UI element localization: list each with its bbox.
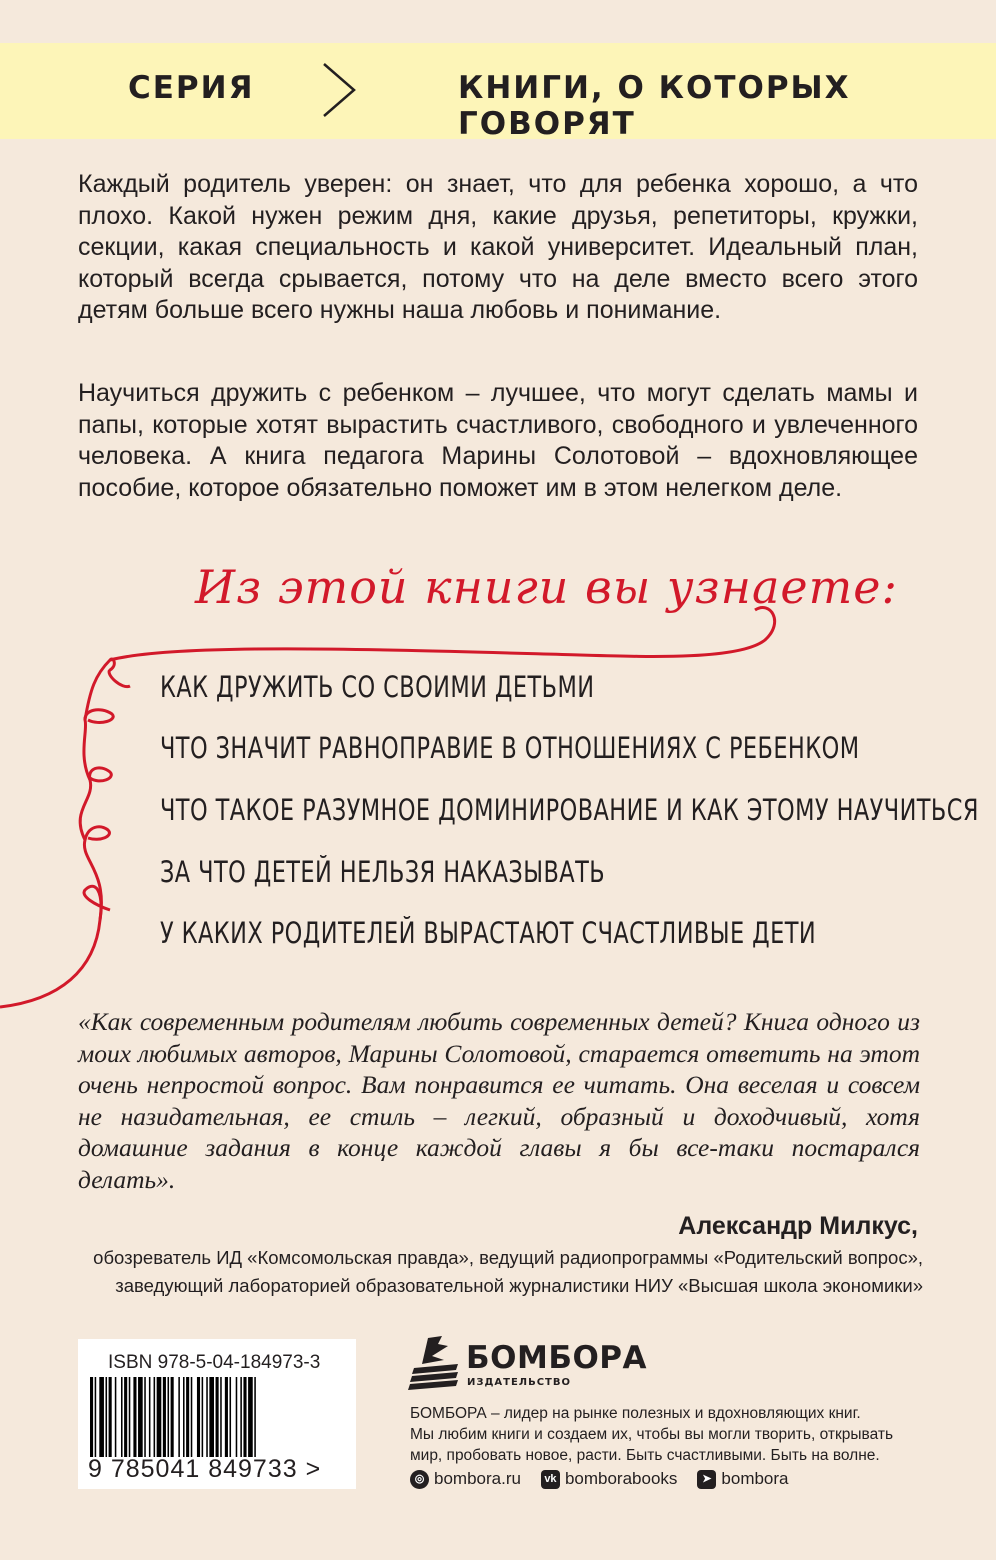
publisher-line: мир, пробовать новое, расти. Быть счастливыми. Быть на волне. — [410, 1447, 880, 1464]
learn-item: У КАКИХ РОДИТЕЛЕЙ ВЫРАСТАЮТ СЧАСТЛИВЫЕ ДЕТИ — [160, 916, 817, 950]
learn-item: ЧТО ТАКОЕ РАЗУМНОЕ ДОМИНИРОВАНИЕ И КАК ЭТОМУ НАУЧИТЬСЯ — [160, 793, 979, 827]
review-quote: «Как современным родителям любить современных детей? Книга одного из моих любимых авторов, Марины Солотовой, старается ответить на этот очень непростой вопрос. Вам понравится ее читать. Она веселая и совсем не назидательная, ее стиль – легкий, образный и доходчивый, хотя домашние задания в конце каждой главы я бы все-таки постарался делать». — [78, 1007, 920, 1194]
credit-line: обозреватель ИД «Комсомольская правда», ведущий радиопрограммы «Родительский вопрос», — [93, 1247, 923, 1268]
description-paragraph-1: Каждый родитель уверен: он знает, что для ребенка хорошо, а что плохо. Какой нужен режим дня, какие друзья, репетиторы, кружки, секции, какая специальность и какой университет. Идеальный план, который всегда срывается, потому что на деле вместо всего этого детям больше всего нужны наша любовь и понимание. — [78, 170, 918, 324]
review-author: Александр Милкус, — [678, 1212, 918, 1240]
learn-item: КАК ДРУЖИТЬ СО СВОИМИ ДЕТЬМИ — [160, 670, 595, 704]
chevron-right-icon — [320, 60, 360, 120]
publisher-name: БОМБОРА — [466, 1340, 648, 1376]
credit-line: заведующий лабораторией образовательной журналистики НИУ «Высшая школа экономики» — [115, 1275, 923, 1296]
description-paragraph-2: Научиться дружить с ребенком – лучшее, что могут сделать мамы и папы, которые хотят вырастить счастливого, свободного и увлеченного человека. А книга педагога Марины Солотовой – вдохновляющее пособие, которое обязательно поможет им в этом нелегком деле. — [78, 379, 918, 502]
vk-icon: vk — [541, 1470, 560, 1489]
globe-icon: ◎ — [410, 1470, 429, 1489]
telegram-icon: ➤ — [697, 1470, 716, 1489]
publisher-description — [410, 1403, 940, 1466]
telegram-link[interactable] — [697, 1469, 788, 1489]
learn-item: ЧТО ЗНАЧИТ РАВНОПРАВИЕ В ОТНОШЕНИЯХ С РЕБЕНКОМ — [160, 731, 860, 765]
isbn-text: ISBN 978-5-04-184973-3 — [108, 1352, 321, 1373]
barcode-digits: 9 785041 849733 > — [88, 1455, 322, 1483]
review-credits — [93, 1244, 923, 1300]
link-text: bomborabooks — [564, 1469, 678, 1488]
learn-title: Из этой книги вы узнаете: — [195, 560, 898, 614]
publisher-line: БОМБОРА – лидер на рынке полезных и вдохновляющих книг. — [410, 1405, 861, 1422]
bombora-logo-icon — [408, 1334, 464, 1394]
learn-item: ЗА ЧТО ДЕТЕЙ НЕЛЬЗЯ НАКАЗЫВАТЬ — [160, 855, 606, 889]
website-link[interactable] — [410, 1469, 521, 1489]
publisher-line: Мы любим книги и создаем их, чтобы вы могли творить, открывать — [410, 1426, 894, 1443]
link-text: bombora.ru — [434, 1469, 521, 1488]
red-ribbon-decoration — [0, 560, 800, 1020]
vk-link[interactable] — [541, 1469, 677, 1489]
link-text: bombora — [721, 1469, 789, 1488]
publisher-links — [410, 1469, 809, 1489]
series-name: КНИГИ, О КОТОРЫХ ГОВОРЯТ — [458, 70, 851, 142]
publisher-subtitle: ИЗДАТЕЛЬСТВО — [467, 1377, 571, 1388]
barcode-icon — [88, 1377, 328, 1457]
series-label: СЕРИЯ — [128, 70, 255, 106]
